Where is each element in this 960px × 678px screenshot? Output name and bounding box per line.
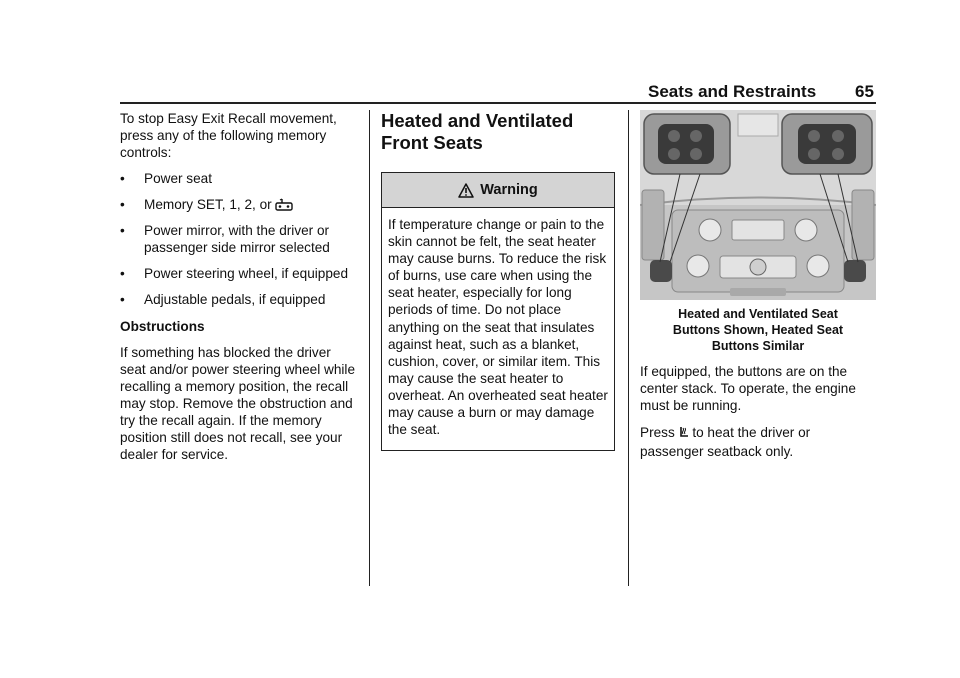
press-text: Press [640, 425, 675, 440]
section-title [381, 110, 617, 154]
warning-label: Warning [480, 182, 538, 198]
list-item-text: Power seat [144, 171, 213, 186]
figure-caption [640, 306, 876, 354]
bullet: • [120, 223, 125, 238]
column-divider [628, 110, 629, 586]
bullet: • [120, 197, 125, 212]
list-item [120, 291, 360, 308]
list-item-text: Adjustable pedals, if equipped [144, 292, 326, 307]
list-item [120, 222, 360, 256]
center-stack-illustration [640, 110, 876, 300]
warning-header [382, 173, 614, 208]
section-title-line: Front Seats [381, 132, 483, 153]
column-2 [381, 110, 617, 451]
intro-paragraph: To stop Easy Exit Recall movement, press any of the following memory controls: [120, 111, 337, 160]
seatback-heat-paragraph [640, 423, 876, 461]
warning-box [381, 172, 615, 451]
bullet: • [120, 171, 125, 186]
list-item-text: Memory SET, 1, 2, or [144, 197, 272, 212]
caption-line: Buttons Similar [711, 339, 805, 353]
list-item-text: Power steering wheel, if equipped [144, 266, 349, 281]
seatback-heat-text: to heat the driver or passenger seatback only. [640, 425, 811, 459]
column-3 [640, 110, 876, 461]
bullet: • [120, 292, 125, 307]
memory-exit-icon [275, 198, 293, 211]
bullet: • [120, 266, 125, 281]
obstructions-paragraph: If something has blocked the driver seat and/or power steering wheel while recalling a memory position, the recall may stop. Remove the obstruction and try the recall again. If the memory position still does not recall, see your dealer for service. [120, 345, 356, 462]
header-rule [120, 102, 876, 104]
column-divider [369, 110, 370, 586]
list-item [120, 196, 360, 213]
subheading-obstructions: Obstructions [120, 319, 205, 334]
page-number: 65 [855, 82, 874, 101]
heated-seatback-icon [679, 426, 689, 439]
warning-triangle-icon [458, 183, 474, 198]
buttons-location-paragraph: If equipped, the buttons are on the center stack. To operate, the engine must be running. [640, 364, 856, 413]
list-item-text: Power mirror, with the driver or passenger side mirror selected [144, 223, 330, 255]
caption-line: Heated and Ventilated Seat [678, 307, 838, 321]
list-item [120, 170, 360, 187]
column-1 [120, 110, 360, 463]
seat-buttons-illustration [640, 110, 876, 300]
section-header-title: Seats and Restraints [648, 82, 817, 101]
section-title-line: Heated and Ventilated [381, 110, 574, 131]
warning-text: If temperature change or pain to the skin cannot be felt, the seat heater may cause burns. To reduce the risk of burns, use care when using the seat heater, especially for long periods of time. Do not place anything on the seat that insulates against heat, such as a blanket, cushion, cover, or similar item. This may cause the seat heater to overheat. An overheated seat heater may cause a burn or may damage the seat. [388, 217, 608, 438]
list-item [120, 265, 360, 282]
caption-line: Buttons Shown, Heated Seat [672, 323, 844, 337]
